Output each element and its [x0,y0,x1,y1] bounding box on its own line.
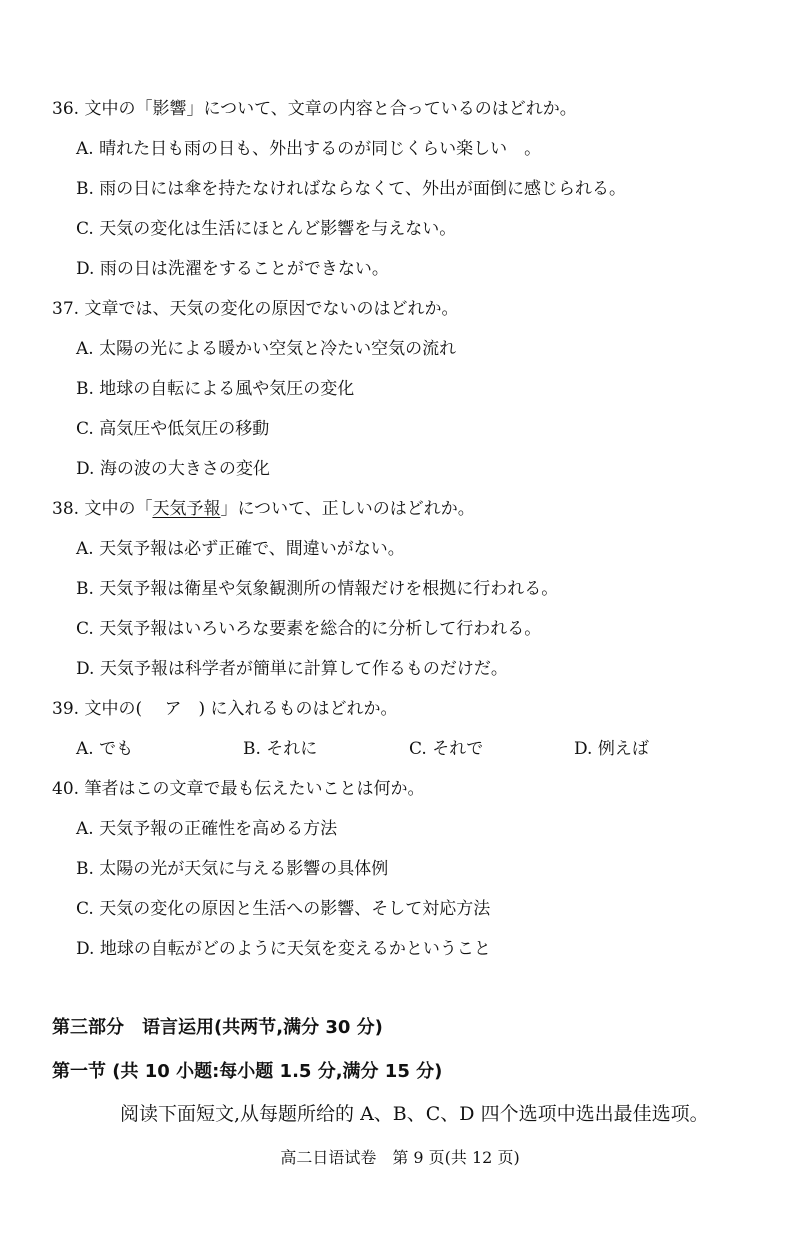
question-40-option-a: A. 天気予報の正確性を高める方法 [76,819,338,839]
question-39-stem: 39. 文中の( ア ) に入れるものはどれか。 [52,699,398,719]
question-40-option-b: B. 太陽の光が天気に与える影響の具体例 [76,859,389,879]
question-40-option-c: C. 天気の変化の原因と生活への影響、そして対応方法 [76,899,491,919]
question-38-stem: 38. 文中の「天気予報」について、正しいのはどれか。 [52,499,475,519]
question-36-option-a: A. 晴れた日も雨の日も、外出するのが同じくらい楽しい 。 [76,139,542,159]
question-39-option-c: C. それで [409,739,484,759]
instruction-text: 阅读下面短文,从每题所给的 A、B、C、D 四个选项中选出最佳选项。 [120,1103,709,1125]
question-36-option-d: D. 雨の日は洗濯をすることができない。 [76,259,389,279]
question-36-option-b: B. 雨の日には傘を持たなければならなくて、外出が面倒に感じられる。 [76,179,626,199]
question-37-option-b: B. 地球の自転による風や気圧の変化 [76,379,355,399]
question-38-option-a: A. 天気予報は必ず正確で、間違いがない。 [76,539,405,559]
question-40-stem: 40. 筆者はこの文章で最も伝えたいことは何か。 [52,779,425,799]
question-36-option-c: C. 天気の変化は生活にほとんど影響を与えない。 [76,219,457,239]
part-heading: 第三部分 语言运用(共两节,满分 30 分) [52,1017,383,1038]
question-40-option-d: D. 地球の自転がどのように天気を変えるかということ [76,939,491,959]
question-37-option-a: A. 太陽の光による暖かい空気と冷たい空気の流れ [76,339,457,359]
underlined-term: 天気予報 [152,499,221,519]
question-37-option-d: D. 海の波の大きさの変化 [76,459,270,479]
question-38-option-b: B. 天気予報は衛星や気象観測所の情報だけを根拠に行われる。 [76,579,559,599]
question-38-option-c: C. 天気予報はいろいろな要素を総合的に分析して行われる。 [76,619,542,639]
underlined-term: 影響 [152,99,187,119]
page-footer: 高二日语试卷 第 9 页(共 12 页) [280,1148,520,1167]
question-39-option-a: A. でも [76,739,134,759]
question-39-option-d: D. 例えば [574,739,649,759]
question-37-option-c: C. 高気圧や低気圧の移動 [76,419,270,439]
subsection-heading: 第一节 (共 10 小题:每小题 1.5 分,满分 15 分) [52,1061,443,1082]
question-39-option-b: B. それに [243,739,318,759]
question-38-option-d: D. 天気予報は科学者が簡単に計算して作るものだけだ。 [76,659,508,679]
question-37-stem: 37. 文章では、天気の変化の原因でないのはどれか。 [52,299,459,319]
question-36-stem: 36. 文中の「影響」について、文章の内容と合っているのはどれか。 [52,99,577,119]
